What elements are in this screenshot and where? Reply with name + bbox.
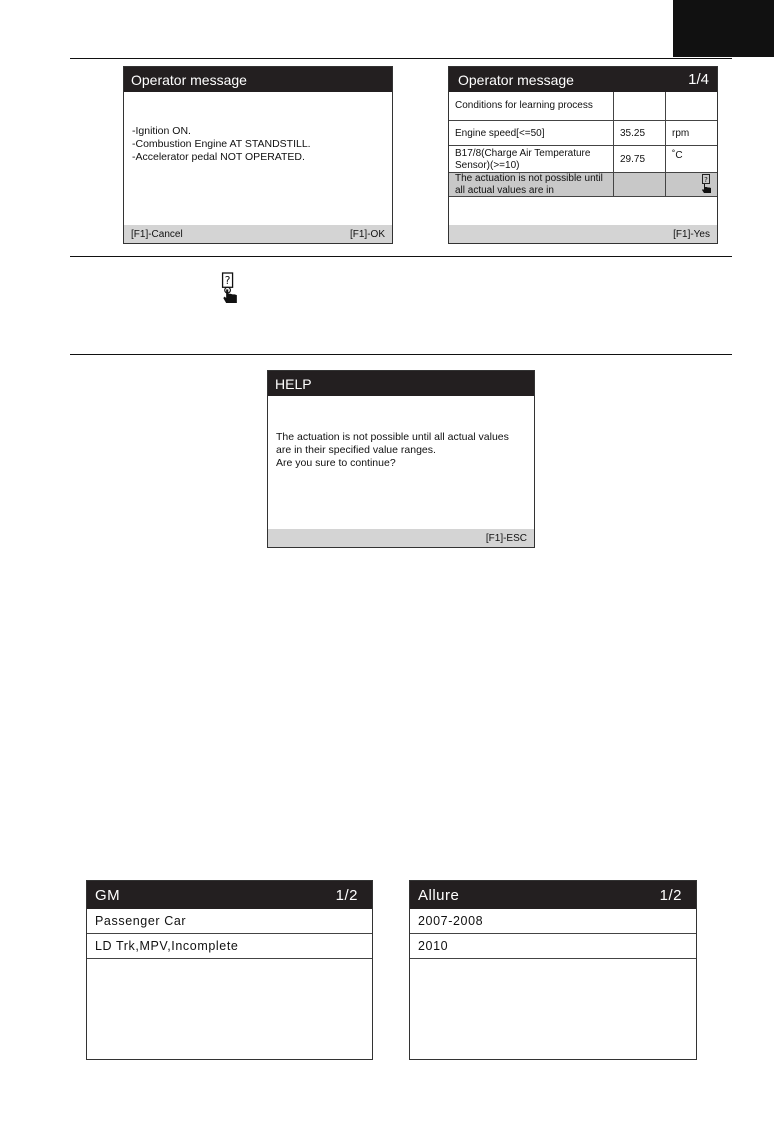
- operator-line: -Combustion Engine AT STANDSTILL.: [132, 138, 311, 150]
- help-title: HELP: [275, 376, 312, 392]
- operator-line: -Ignition ON.: [132, 125, 191, 137]
- list-item-label: 2010: [418, 939, 449, 953]
- row-value: 35.25: [620, 128, 646, 139]
- page-indicator: 1/2: [335, 887, 358, 904]
- operator-line: -Accelerator pedal NOT OPERATED.: [132, 151, 305, 163]
- help-line: Are you sure to continue?: [276, 457, 396, 469]
- allure-screen: [409, 880, 697, 1060]
- ok-button[interactable]: [F1]-OK: [349, 229, 385, 240]
- yes-button[interactable]: [F1]-Yes: [673, 229, 710, 240]
- divider-lower: [70, 354, 732, 355]
- allure-title: Allure: [418, 887, 460, 904]
- help-screen: [267, 370, 535, 548]
- row-unit: rpm: [672, 128, 690, 139]
- operator-titlebar: [124, 67, 392, 92]
- list-item[interactable]: [410, 934, 696, 959]
- gm-titlebar: [87, 881, 372, 909]
- help-body: [276, 431, 534, 470]
- help-hand-icon: [219, 272, 239, 304]
- divider-middle: [70, 256, 732, 257]
- conditions-footer: [449, 225, 717, 243]
- operator-message-screen: [123, 66, 393, 244]
- operator-message-body: [132, 125, 392, 164]
- table-row[interactable]: [449, 146, 717, 173]
- page-indicator: 1/2: [659, 887, 682, 904]
- help-titlebar: [268, 371, 534, 396]
- operator-footer: [124, 225, 392, 243]
- list-item[interactable]: [87, 909, 372, 934]
- list-item-label: Passenger Car: [95, 914, 187, 928]
- row-label: Conditions for learning process: [455, 100, 593, 111]
- svg-text:?: ?: [224, 274, 231, 288]
- conditions-screen: [448, 66, 718, 244]
- cancel-button[interactable]: [F1]-Cancel: [131, 229, 183, 240]
- page-corner-tab: [673, 0, 774, 57]
- help-hand-icon[interactable]: [700, 174, 714, 194]
- help-footer: [268, 529, 534, 547]
- table-row-selected[interactable]: [449, 173, 717, 197]
- table-row[interactable]: [449, 121, 717, 146]
- row-value: 29.75: [620, 154, 646, 165]
- allure-titlebar: [410, 881, 696, 909]
- page-indicator: 1/4: [688, 71, 709, 88]
- conditions-title: Operator message: [458, 72, 574, 88]
- conditions-titlebar: [449, 67, 717, 92]
- list-item[interactable]: [410, 909, 696, 934]
- list-item[interactable]: [87, 934, 372, 959]
- table-row[interactable]: [449, 92, 717, 121]
- esc-button[interactable]: [F1]-ESC: [485, 533, 527, 544]
- help-line: are in their specified value ranges.: [276, 444, 436, 456]
- row-label: B17/8(Charge Air Temperature Sensor)(>=10): [455, 148, 591, 171]
- list-item-label: 2007-2008: [418, 914, 484, 928]
- gm-title: GM: [95, 887, 121, 904]
- list-item-label: LD Trk,MPV,Incomplete: [95, 939, 239, 953]
- operator-title: Operator message: [131, 72, 247, 88]
- help-line: The actuation is not possible until all actual values: [276, 431, 509, 443]
- divider-top: [70, 58, 732, 59]
- row-label: Engine speed[<=50]: [455, 128, 545, 139]
- row-label: The actuation is not possible until all actual values are in: [455, 173, 603, 196]
- row-unit: ˚C: [672, 150, 683, 161]
- svg-text:?: ?: [704, 175, 708, 184]
- gm-screen: [86, 880, 373, 1060]
